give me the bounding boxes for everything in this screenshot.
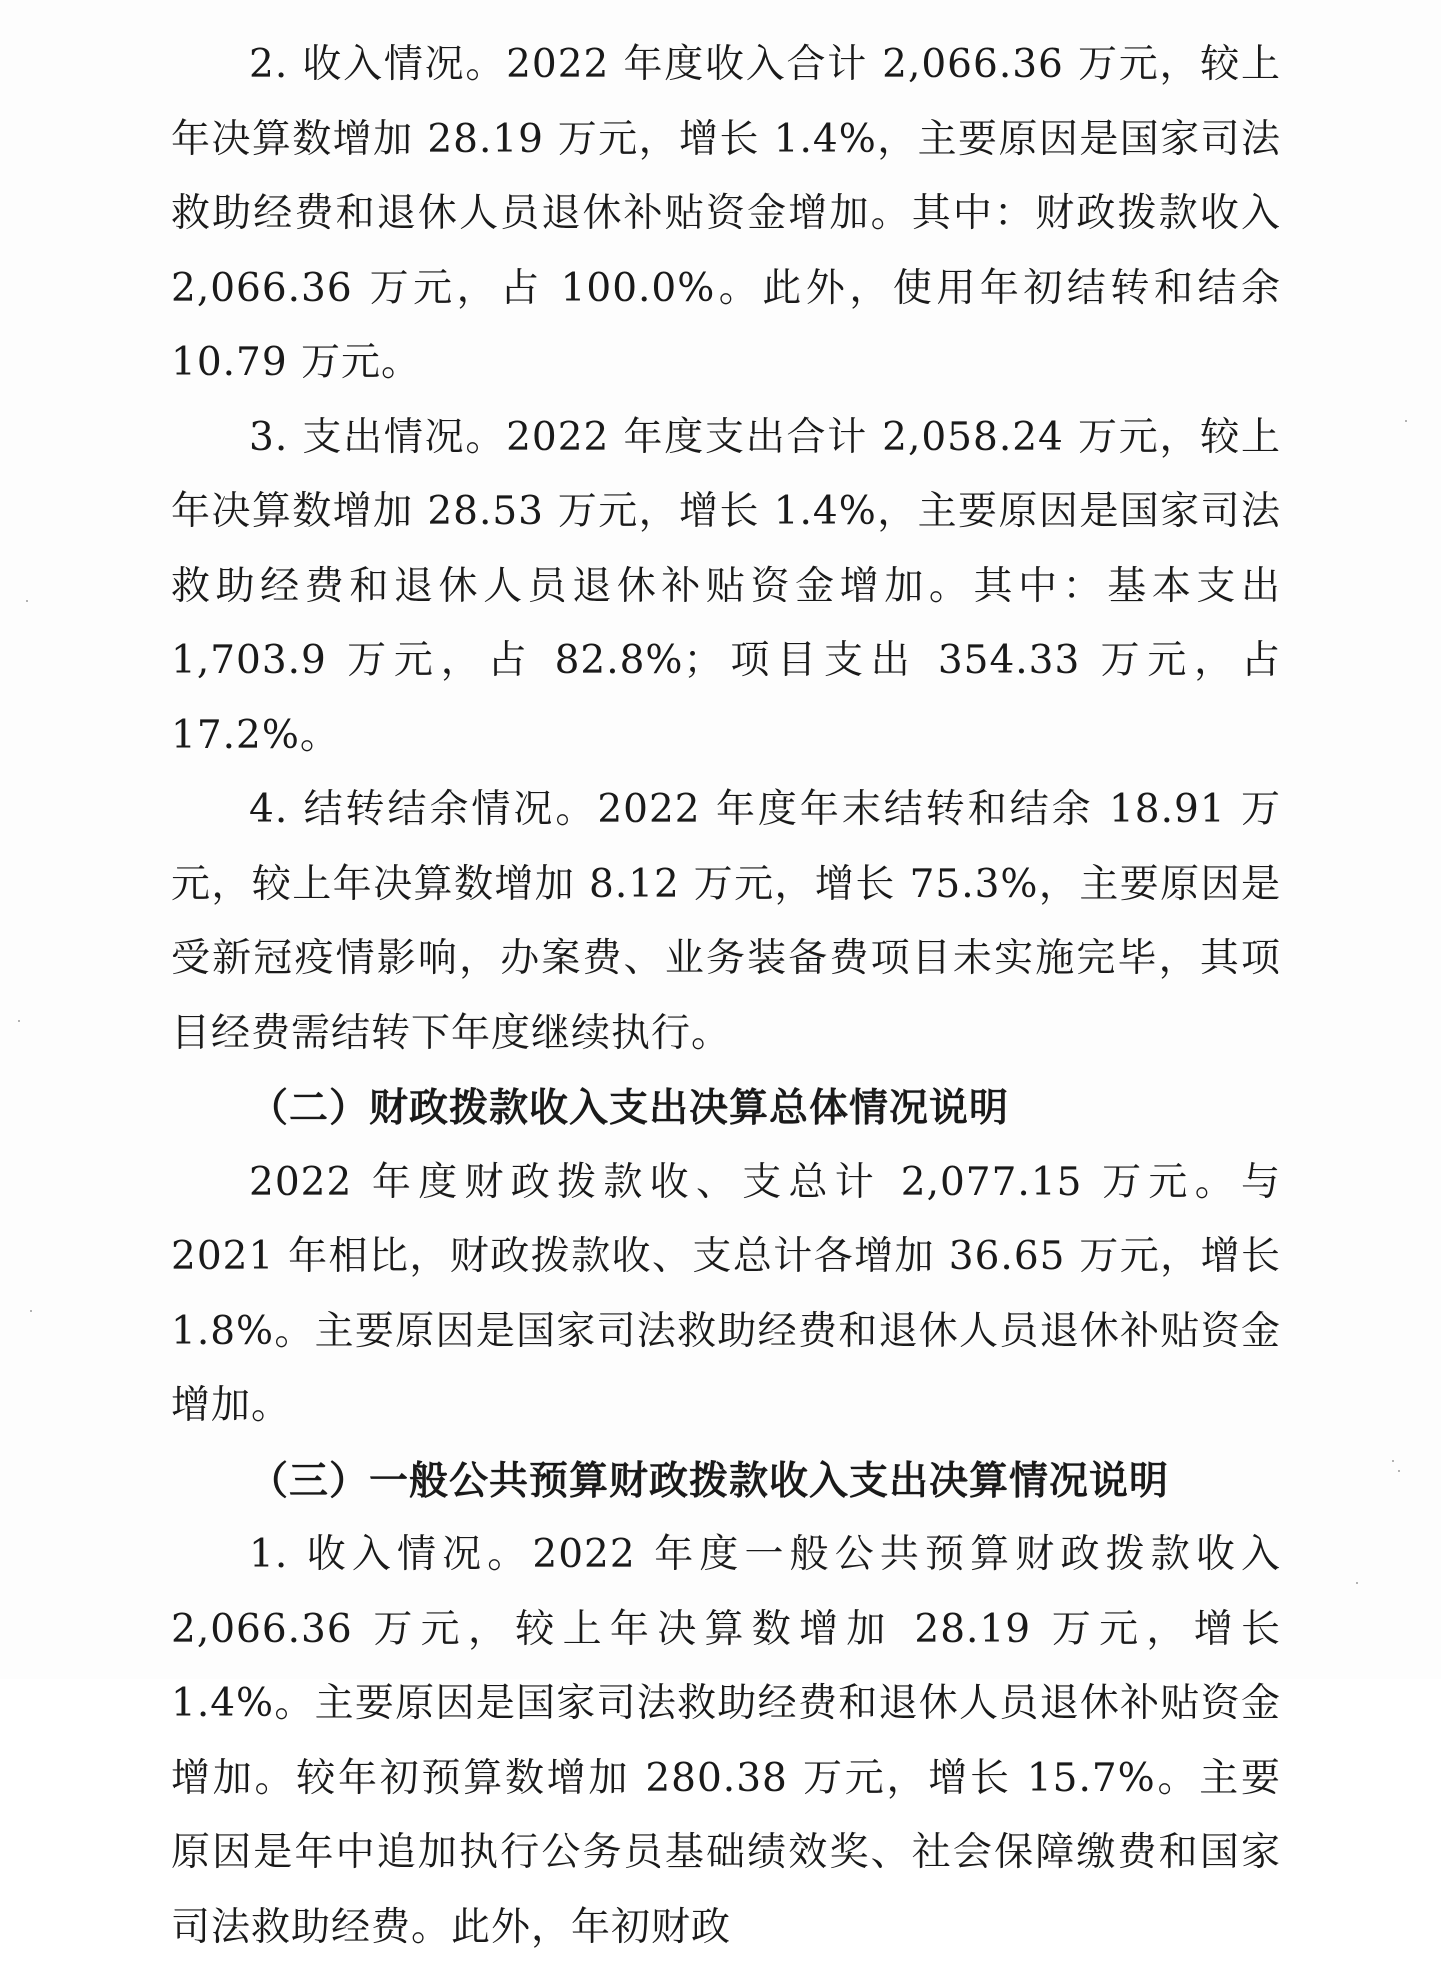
paragraph-general-income: 1. 收入情况。2022 年度一般公共预算财政拨款收入 2,066.36 万元，较上年决算数增加 28.19 万元，增长 1.4%。主要原因是国家司法救助经费和退休人员退休补贴资金增加。较年初预算数增加 280.38 万元，增长 15.7%。主要原因是年中追加执行公务员基础绩效奖、社会保障缴费和国家司法救助经费。此外，年初财政	[171, 1532, 1281, 1950]
scan-speck	[1398, 1470, 1400, 1472]
paragraph-carryover: 4. 结转结余情况。2022 年度年末结转和结余 18.91 万元，较上年决算数增加 8.12 万元，增长 75.3%，主要原因是受新冠疫情影响，办案费、业务装备费项目未实施完毕，其项目经费需结转下年度继续执行。	[171, 787, 1281, 1056]
paragraph-expense: 3. 支出情况。2022 年度支出合计 2,058.24 万元，较上年决算数增加 28.53 万元，增长 1.4%，主要原因是国家司法救助经费和退休人员退休补贴资金增加。其中：基本支出 1,703.9 万元，占 82.8%；项目支出 354.33 万元，占 17.2%。	[171, 414, 1281, 758]
paragraph-income: 2. 收入情况。2022 年度收入合计 2,066.36 万元，较上年决算数增加 28.19 万元，增长 1.4%，主要原因是国家司法救助经费和退休人员退休补贴资金增加。其中：财政拨款收入 2,066.36 万元，占 100.0%。此外，使用年初结转和结余 10.79 万元。	[171, 42, 1281, 385]
scan-speck	[1405, 420, 1407, 422]
scan-speck	[26, 600, 28, 602]
scan-speck	[30, 1310, 32, 1312]
paragraph-fiscal-total: 2022 年度财政拨款收、支总计 2,077.15 万元。与 2021 年相比，财政拨款收、支总计各增加 36.65 万元，增长 1.8%。主要原因是国家司法救助经费和退休人员退休补贴资金增加。	[171, 1159, 1281, 1428]
scan-speck	[1356, 1582, 1358, 1584]
section-heading-general-budget: （三）一般公共预算财政拨款收入支出决算情况说明	[249, 1457, 1170, 1504]
scan-speck	[18, 1020, 20, 1022]
section-heading-fiscal-overview: （二）财政拨款收入支出决算总体情况说明	[249, 1085, 1010, 1131]
scan-speck	[1392, 1460, 1394, 1462]
document-body	[171, 28, 1281, 1965]
